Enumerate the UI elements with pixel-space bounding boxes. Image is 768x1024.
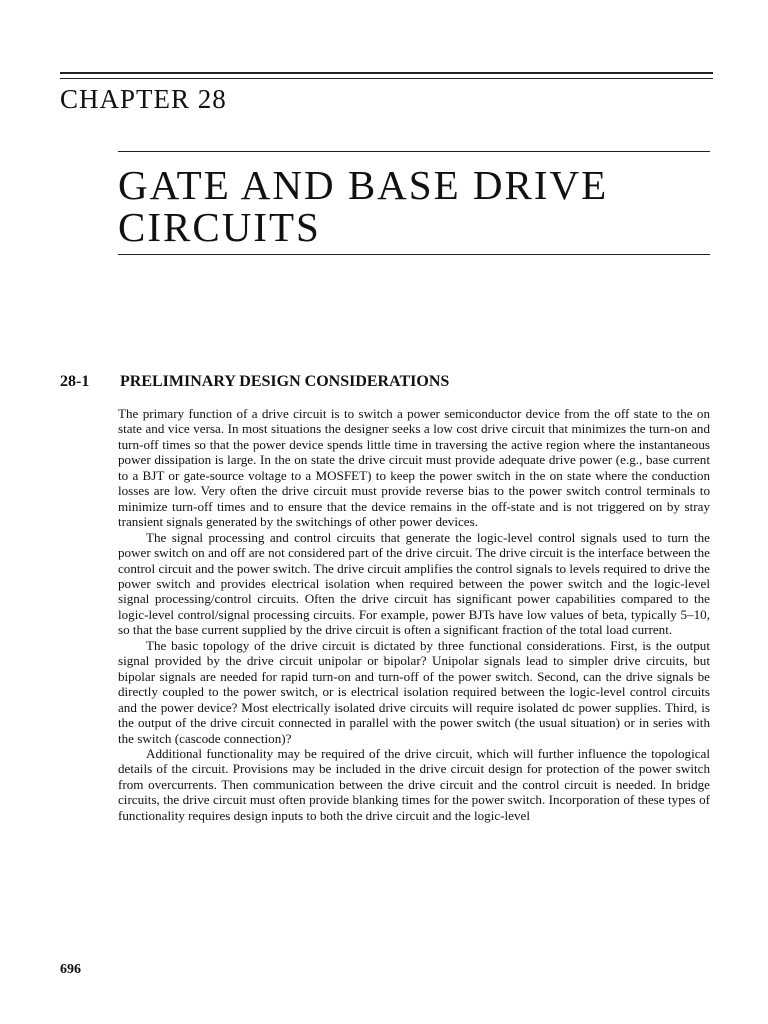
page-number: 696 — [60, 962, 81, 977]
body-text — [118, 406, 710, 823]
title-bottom-rule — [118, 254, 710, 255]
chapter-title: GATE AND BASE DRIVE CIRCUITS — [118, 162, 609, 250]
top-rule-thin — [60, 78, 713, 79]
chapter-label: CHAPTER 28 — [60, 84, 227, 114]
top-rule-thick — [60, 72, 713, 74]
title-top-rule — [118, 151, 710, 152]
paragraph: The signal processing and control circuits that generate the logic-level control signals used to turn the power switch on and off are not considered part of the drive circuit. The drive circuit is the interface between the control circuit and the power switch. The drive circuit amplifies the control signals to levels required to drive the power switch and provides electrical isolation when required between the power switch and the logic-level signal processing/control circuits. Often the drive circuit has significant power capabilities compared to the logic-level control/signal processing circuits. For example, power BJTs have low values of beta, typically 5–10, so that the base current supplied by the drive circuit is often a significant fraction of the total load current. — [118, 529, 710, 638]
paragraph: The primary function of a drive circuit is to switch a power semiconductor device from the off state to the on state and vice versa. In most situations the designer seeks a low cost drive circuit that minimizes the turn-on and turn-off times so that the power device spends little time in traversing the active region where the instantaneous power dissipation is large. In the on state the drive circuit must provide adequate drive power (e.g., base current to a BJT or gate-source voltage to a MOSFET) to keep the power switch in the on state where the conduction losses are low. Very often the drive circuit must provide reverse bias to the power switch control terminals to minimize turn-off times and to ensure that the device remains in the off-state and is not triggered on by stray transient signals generated by the switchings of other power devices. — [118, 406, 710, 530]
paragraph: Additional functionality may be required of the drive circuit, which will further influence the topological details of the circuit. Provisions may be included in the drive circuit design for protection of the power switch from overcurrents. Then communication between the drive circuit and the control circuit is needed. In bridge circuits, the drive circuit must often provide blanking times for the power switch. Incorporation of these types of functionality requires design inputs to both the drive circuit and the logic-level — [118, 745, 710, 823]
section-title: PRELIMINARY DESIGN CONSIDERATIONS — [120, 373, 450, 390]
section-heading — [60, 374, 449, 390]
section-number: 28-1 — [60, 373, 90, 390]
paragraph: The basic topology of the drive circuit is dictated by three functional considerations. First, is the output signal provided by the drive circuit unipolar or bipolar? Unipolar signals lead to simpler drive circuits, but bipolar signals are needed for rapid turn-on and turn-off of the power switch. Second, can the drive signals be directly coupled to the power switch, or is electrical isolation required between the logic-level control circuits and the power device? Most electrically isolated drive circuits will require isolated dc power supplies. Third, is the output of the drive circuit connected in parallel with the power switch (the usual situation) or in series with the switch (cascode connection)? — [118, 637, 710, 746]
